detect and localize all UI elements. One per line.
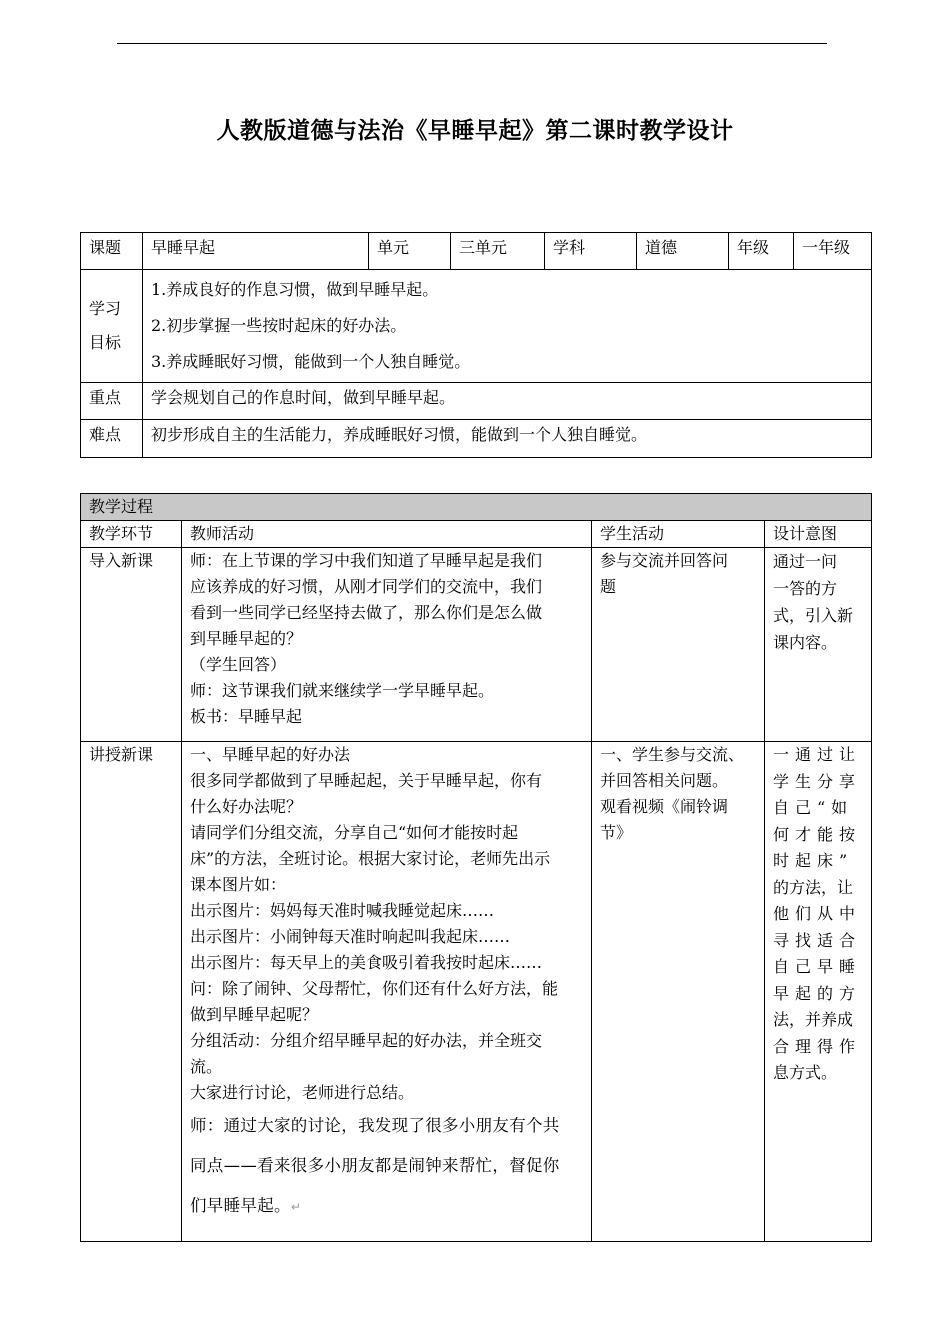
teacher-activity-intro: [182, 548, 592, 742]
goals-label: [81, 270, 143, 383]
text-line: 出示图片：每天早上的美食吸引着我按时起床……: [190, 953, 543, 972]
text-line: 的方法，让: [773, 877, 854, 897]
difficulty-value: 初步形成自主的生活能力，养成睡眠好习惯，能做到一个人独自睡觉。: [143, 420, 872, 458]
student-activity-lecture: [592, 742, 765, 1242]
text-line: 早起的方: [773, 983, 862, 1003]
text-line: 什么好办法呢？: [190, 797, 303, 816]
info-table: [80, 232, 872, 458]
text-line: 课本图片如：: [190, 875, 287, 894]
text-line: 板书：早睡早起: [190, 707, 303, 726]
text-line: 一、学生参与交流、: [600, 745, 745, 764]
text-line: 学生分享: [773, 771, 862, 791]
text-line: 寻找适合: [773, 930, 862, 950]
text-line: 大家进行讨论，老师进行总结。: [190, 1083, 415, 1102]
text-line: 节》: [600, 823, 633, 842]
text-line: 一通过让: [773, 745, 862, 764]
student-activity-intro: [592, 548, 765, 742]
text-line: 息方式。: [773, 1063, 838, 1082]
text-line: 到早睡早起的？: [190, 629, 303, 648]
header-rule: [117, 43, 827, 44]
text-line: 一答的方: [773, 579, 838, 598]
text-line: 通过一问: [773, 552, 838, 571]
teacher-activity-lecture: [182, 742, 592, 1242]
stage-lecture: 讲授新课: [81, 742, 182, 1242]
goals-label-line: 学习: [89, 299, 122, 318]
stage-intro: 导入新课: [81, 548, 182, 742]
text-line: 床”的方法，全班讨论。根据大家讨论，老师先出示: [190, 849, 551, 868]
goal-item: 1.养成良好的作息习惯，做到早睡早起。: [151, 280, 439, 299]
text-line: 时起床”: [773, 851, 854, 870]
column-header: 设计意图: [765, 521, 872, 548]
text-line: 师：通过大家的讨论，我发现了很多小朋友有个共: [190, 1116, 560, 1135]
text-line: 流。: [190, 1057, 223, 1076]
text-line: 一、早睡早起的好办法: [190, 745, 351, 764]
column-header: 教师活动: [182, 521, 592, 548]
text-line: 做到早睡早起呢？: [190, 1005, 319, 1024]
goals-label-line: 目标: [89, 333, 122, 352]
goal-item: 2.初步掌握一些按时起床的好办法。: [151, 316, 407, 335]
text-line: 自己早睡: [773, 957, 862, 976]
design-intent-intro: [765, 548, 872, 742]
text-line: 出示图片：妈妈每天准时喊我睡觉起床……: [190, 901, 495, 920]
text-line: 请同学们分组交流，分享自己“如何才能按时起: [190, 823, 519, 842]
text-line: [190, 1186, 583, 1227]
return-mark-icon: ↵: [290, 1200, 302, 1214]
subject-value: 道德: [637, 233, 729, 270]
text-line: 他们从中: [773, 904, 862, 923]
text-line: 何才能按: [773, 824, 862, 844]
text-line: 式，引入新: [773, 606, 854, 625]
text-line: 师：这节课我们就来继续学一学早睡早起。: [190, 681, 495, 700]
page-title: 人教版道德与法治《早睡早起》第二课时教学设计: [216, 118, 734, 144]
process-table: [80, 493, 872, 1242]
text-fragment: 们早睡早起。: [190, 1196, 291, 1215]
unit-value: 三单元: [451, 233, 545, 270]
text-line: 题: [600, 577, 617, 596]
text-line: 法，并养成: [773, 1010, 854, 1029]
text-line: 师：在上节课的学习中我们知道了早睡早起是我们: [190, 551, 543, 570]
text-line: 很多同学都做到了早睡起起，关于早睡早起，你有: [190, 771, 543, 790]
text-line: 自己“如: [773, 798, 854, 817]
key-label: 重点: [81, 383, 143, 420]
text-line: 同点——看来很多小朋友都是闹钟来帮忙，督促你: [190, 1156, 560, 1175]
design-intent-lecture: [765, 742, 872, 1242]
text-line: 出示图片：小闹钟每天准时响起叫我起床……: [190, 927, 511, 946]
topic-value: 早睡早起: [143, 233, 369, 270]
goal-item: 3.养成睡眠好习惯，能做到一个人独自睡觉。: [151, 352, 471, 371]
grade-label: 年级: [729, 233, 794, 270]
unit-label: 单元: [369, 233, 451, 270]
text-line: 观看视频《闹铃调: [600, 797, 729, 816]
text-line: （学生回答）: [190, 655, 287, 674]
text-line: 参与交流并回答问: [600, 551, 729, 570]
topic-label: 课题: [81, 233, 143, 270]
goals-cell: [143, 270, 872, 383]
difficulty-label: 难点: [81, 420, 143, 458]
text-line: 应该养成的好习惯，从刚才同学们的交流中，我们: [190, 577, 543, 596]
column-header: 教学环节: [81, 521, 182, 548]
column-header: 学生活动: [592, 521, 765, 548]
text-line: 课内容。: [773, 633, 838, 652]
grade-value: 一年级: [794, 233, 872, 270]
text-line: 分组活动：分组介绍早睡早起的好办法，并全班交: [190, 1031, 543, 1050]
subject-label: 学科: [545, 233, 637, 270]
text-line: 问：除了闹钟、父母帮忙，你们还有什么好方法，能: [190, 979, 559, 998]
text-line: 合理得作: [773, 1036, 862, 1056]
key-value: 学会规划自己的作息时间，做到早睡早起。: [143, 383, 872, 420]
scanned-text-block: [190, 1106, 583, 1227]
text-line: 看到一些同学已经坚持去做了，那么你们是怎么做: [190, 603, 543, 622]
text-line: 并回答相关问题。: [600, 771, 729, 790]
process-header: 教学过程: [81, 494, 872, 521]
